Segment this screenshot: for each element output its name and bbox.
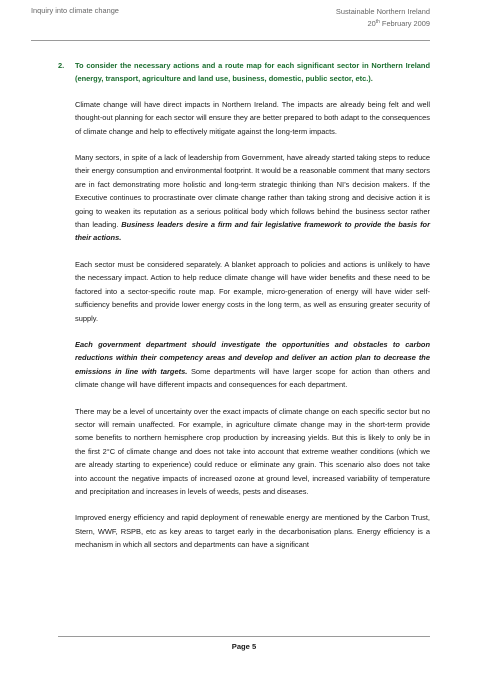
paragraph-4-emphasis: Each government department should investigate the opportunities and obstacles to carbon reductions within their competency areas and develop and deliver an action plan to decrease the emissions in line with targets. [75,339,430,376]
header-date [336,17,430,29]
paragraph-2-emphasis: Business leaders desire a firm and fair legislative framework to provide the basis for their actions. [75,220,430,243]
page-header [31,6,430,41]
section-title: To consider the necessary actions and a route map for each significant sector in Northern Ireland (energy, transport, agriculture and land use, business, domestic, public sector, etc.). [75,61,430,84]
header-org-date [336,6,430,29]
header-date-rest: February 2009 [379,19,430,28]
page-footer [58,636,430,651]
section-number: 2. [58,61,65,70]
paragraph-2 [75,151,430,245]
header-date-day: 20 [367,19,376,28]
header-date-suffix: th [375,19,380,25]
document-body [58,59,430,565]
paragraph-2-text: Many sectors, in spite of a lack of leadership from Government, have already started taking steps to reduce their energy consumption and environmental footprint. It would be a reasonable comment that many sectors are in fact demonstrating more holistic and long-term strategic thinking than NI’s decision makers. If the Executive continues to procrastinate over climate change rather than taking strong and decisive action it is going to weaken its reputation as a serious political body which follows behind the business sector rather than leading. [75,153,430,230]
paragraph-1: Climate change will have direct impacts in Northern Ireland. The impacts are already being felt and well thought-out planning for each sector will ensure they are better prepared to both adapt to the consequences of climate change and help to effectively mitigate against the long-term impacts. [75,99,430,136]
header-org: Sustainable Northern Ireland [335,7,430,16]
paragraph-5: There may be a level of uncertainty over the exact impacts of climate change on each specific sector but no sector will remain unaffected. For example, in agriculture climate change may in the short-term provide some benefits to northern hemisphere crop production by increasing yields. But this is likely to only be in the first 2°C of climate change and does not take into account that extreme weather conditions (which we are already starting to experience) could reduce or eliminate any grain. This scenario also does not take into account the negative impacts of increased ozone at ground level, increased variability of temperature and precipitation and increases in levels of weeds, pests and diseases. [75,406,430,496]
paragraph-3: Each sector must be considered separately. A blanket approach to policies and actions is unlikely to have the necessary impact. Action to help reduce climate change will have wider benefits and these need to be factored into a sector-specific route map. For example, micro-generation of energy will have wider self-sufficiency benefits and provide lower energy costs in the long term, as well as ensuring greater security of supply. [75,259,430,323]
paragraph-6: Improved energy efficiency and rapid deployment of renewable energy are mentioned by the Carbon Trust, Stern, WWF, RSPB, etc as key areas to target early in the decarbonisation plans. Energy efficiency is a mechanism in which all sectors and departments can have a significant [75,513,430,550]
paragraph-4 [75,338,430,392]
page-number: Page 5 [231,642,257,651]
section-heading [58,59,430,86]
header-document-title: Inquiry into climate change [31,6,119,15]
paragraph-4-text: Some departments will have larger scope for action than others and climate change will have different impacts and consequences for each department. [75,366,430,390]
